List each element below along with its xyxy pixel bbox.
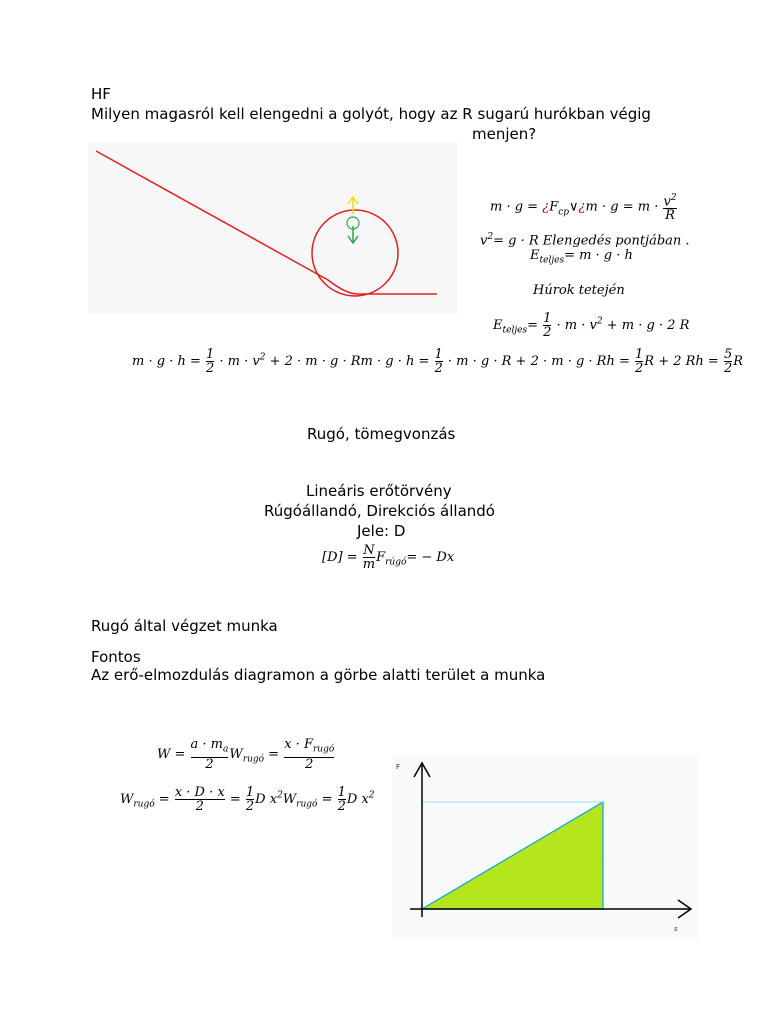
spring-heading: Rugó, tömegvonzás (307, 425, 456, 443)
formula-v-squared: $v^2= g \cdot R$ Elengedés pontjában . (480, 232, 690, 249)
formula-total-energy-release: $E_{teljes}= m \cdot g \cdot h$ (530, 248, 633, 266)
label-loop-top: Húrok tetején (533, 283, 625, 298)
hf-label: HF (91, 85, 111, 103)
work-formula-1: W = $\frac{a \cdot m_a}{2}$ $W_{rugó}$ = $\frac{x \cdot F_{rugó}}{2}$ (157, 737, 335, 772)
question-line-2: menjen? (472, 125, 537, 143)
energy-equation: m · g · h = $\frac{1}{2}$ · $m \cdot v^2 + 2 \cdot m \cdot g \cdot Rm \cdot g \cdot h$ = $\frac{1}{2}$ · m · g · R + 2 · m · g · Rh = $\frac{1}{2}$ R + 2 Rh = $\frac{5}{2}$ R (132, 347, 744, 376)
area-statement: Az erő-elmozdulás diagramon a görbe alatti terület a munka (91, 666, 546, 684)
x-axis-label: s (674, 925, 678, 933)
important-label: Fontos (91, 648, 141, 666)
formula-centripetal: $m \cdot g = ¿F_{cp}\vee¿m \cdot g = m$ · $\frac{v^2}{R}$ (490, 193, 677, 224)
loop-track-diagram (88, 142, 458, 314)
constant-symbol: Jele: D (357, 522, 406, 540)
spring-formula: [D] = $\frac{N}{m}$ $F_{rúgó}= - Dx$ (322, 543, 455, 572)
work-heading: Rugó által végzet munka (91, 617, 278, 635)
constant-names: Rúgóállandó, Direkciós állandó (264, 502, 495, 520)
linear-law: Lineáris erőtörvény (306, 482, 452, 500)
force-displacement-diagram (392, 755, 698, 940)
question-line-1: Milyen magasról kell elengedni a golyót, hogy az R sugarú hurókban végig (91, 105, 651, 123)
y-axis-label: F (396, 763, 401, 771)
work-formula-2: $W_{rugó}$ = $\frac{x \cdot D \cdot x}{2}$ = $\frac{1}{2}$ D $x^2W_{rugó}$ = $\frac{1}{2}$ D $x^2$ (120, 785, 375, 814)
formula-total-energy-top: $E_{teljes}=$ $\frac{1}{2}$ · $m \cdot v^2 + m \cdot g \cdot 2$ R (493, 311, 690, 340)
